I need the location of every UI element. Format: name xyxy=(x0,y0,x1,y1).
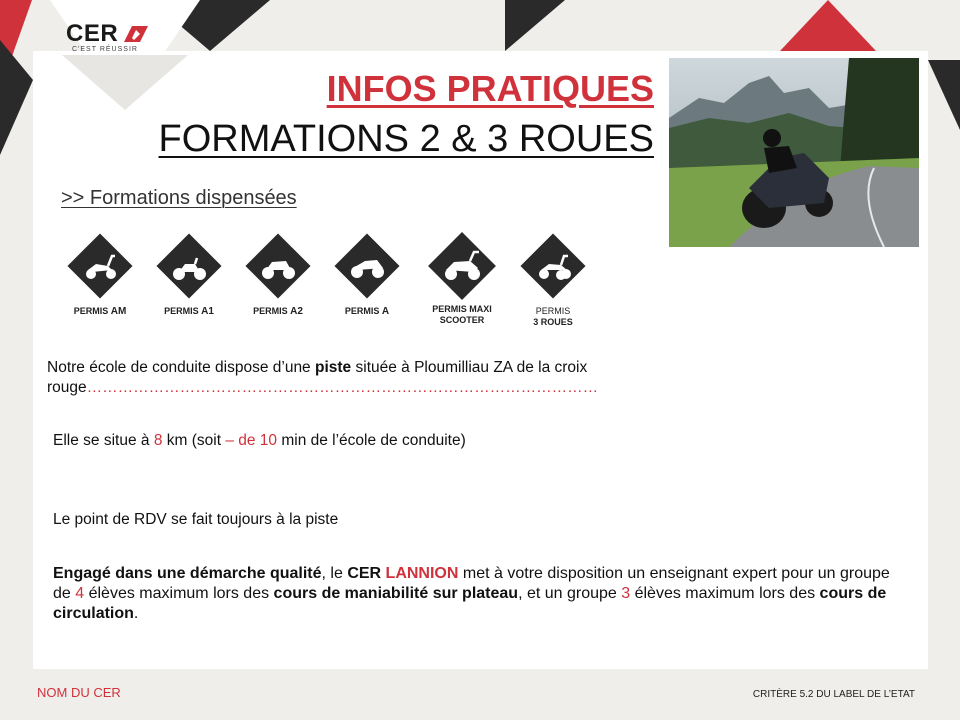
permit-am xyxy=(60,230,140,317)
logo-badge-shadow xyxy=(62,55,188,110)
permit-label: PERMIS MAXI SCOOTER xyxy=(432,304,492,325)
logo-tagline: C'EST RÉUSSIR xyxy=(72,46,138,53)
permit-label: PERMIS A2 xyxy=(253,306,303,317)
corner-triangle-dark-top-mid xyxy=(505,0,565,51)
quality-paragraph: Engagé dans une démarche qualité, le CER LANNION met à votre disposition un enseignant expert pour un groupe de 4 élèves maximum lors des cours de maniabilité sur plateau, et un groupe 3 élèves maximum lors des cours de circulation. xyxy=(53,565,890,622)
permit-label: PERMIS AM xyxy=(73,306,127,317)
permit-label: PERMIS A xyxy=(344,306,390,317)
corner-triangle-red-top-right xyxy=(780,0,876,51)
permit-a xyxy=(327,230,407,317)
permit-label: PERMIS A1 xyxy=(164,306,214,317)
permit-a1 xyxy=(149,230,229,317)
logo-flag-icon xyxy=(122,24,148,44)
sport-motorbike-icon xyxy=(331,230,403,302)
motorbike-photo xyxy=(669,58,919,247)
logo-name: CER xyxy=(66,20,119,47)
cer-logo xyxy=(66,22,156,58)
three-wheeler-icon xyxy=(517,230,589,302)
formations-link[interactable]: >> Formations dispensées xyxy=(61,187,297,209)
distance-paragraph: Elle se situe à 8 km (soit – de 10 min de l’école de conduite) xyxy=(53,432,466,449)
motorbike-icon xyxy=(242,230,314,302)
maxi-scooter-icon xyxy=(424,228,500,304)
permit-maxi-scooter xyxy=(422,228,502,326)
page-title: INFOS PRATIQUES xyxy=(326,68,654,109)
permit-3-roues xyxy=(513,230,593,328)
corner-triangle-dark-left xyxy=(0,40,33,155)
footer-criterion: CRITÈRE 5.2 DU LABEL DE L’ETAT xyxy=(752,689,915,700)
corner-triangle-dark-right xyxy=(928,60,960,130)
footer-cer-name: NOM DU CER xyxy=(37,685,121,700)
permit-a2 xyxy=(238,230,318,317)
page-subtitle: FORMATIONS 2 & 3 ROUES xyxy=(158,118,654,160)
permit-label: PERMIS 3 ROUES xyxy=(533,306,573,327)
meeting-point-paragraph: Le point de RDV se fait toujours à la piste xyxy=(53,511,339,528)
scooter-icon xyxy=(64,230,136,302)
piste-paragraph: Notre école de conduite dispose d’une piste située à Ploumilliau ZA de la croix rouge……………………………………………………………………………………… xyxy=(47,359,599,396)
small-motorbike-icon xyxy=(153,230,225,302)
